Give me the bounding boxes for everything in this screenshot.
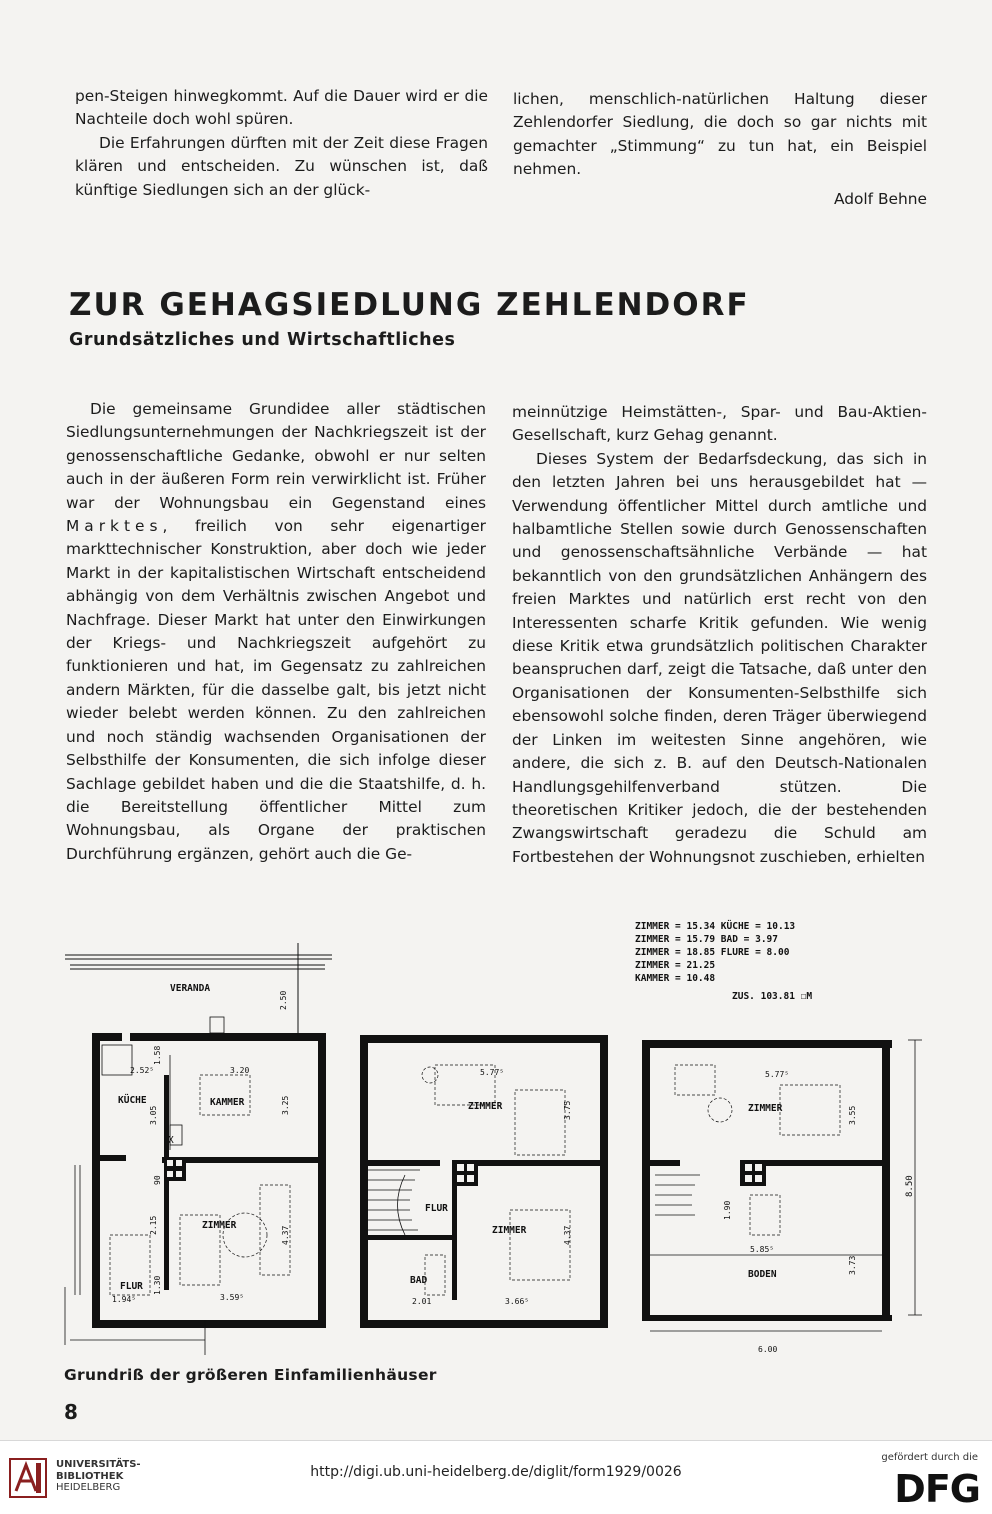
- dimension-label: 1.94⁵: [112, 1295, 137, 1304]
- room-label-flur: FLUR: [120, 1281, 143, 1292]
- furniture-outline: [110, 1075, 290, 1295]
- room-label-zimmer: ZIMMER: [202, 1220, 237, 1231]
- furniture-outline: [422, 1065, 570, 1295]
- dimension-label: 3.59⁵: [220, 1293, 245, 1302]
- emphasized-word: Marktes: [66, 517, 163, 536]
- dimension-label: 1.30: [153, 1275, 162, 1295]
- library-name-line: BIBLIOTHEK: [56, 1470, 124, 1482]
- dimension-label: 5.85⁵: [750, 1245, 775, 1254]
- figure-caption: Grundriß der größeren Einfamilienhäuser: [64, 1366, 437, 1384]
- dimension-label: 4.37: [281, 1225, 290, 1245]
- room-label-veranda: VERANDA: [170, 983, 211, 994]
- floor-plan-attic: [642, 1040, 922, 1354]
- author-signature: Adolf Behne: [833, 189, 927, 208]
- dimension-label: 2.15: [149, 1215, 158, 1235]
- stair-and-dimension-lines: [650, 1040, 922, 1331]
- library-name-line: UNIVERSITÄTS-: [56, 1459, 141, 1470]
- area-row: ZIMMER = 15.34 KÜCHE = 10.13: [635, 921, 796, 932]
- dimension-label: 8.50: [905, 1175, 915, 1197]
- room-label-zimmer-top: ZIMMER: [468, 1101, 503, 1112]
- article-paragraph: Dieses System der Bedarfsdeckung, das sich in den letzten Jahren bei uns herausgebildet hat — Verwendung öffentlicher Mittel durch amtliche und halbamtliche Stellen sowie durch Genossenschaften und genossenschaftsähnliche Verbände — hat bekanntlich von den grundsätzlichen Anhängern des freien Marktes und natürlich erst recht von den Interessenten scharfe Kritik gefunden. Wie wenig diese Kritik etwa grundsätzlich politischen Charakter beanspruchen darf, zeigt die Tatsache, daß unter den Organisationen der Konsumenten-Selbsthilfe sich ebensowohl solche finden, deren Träger überwiegend der Linken im weitesten Sinne angehören, wie andere, die sich z. B. auf den Deutsch-Nationalen Handlungsgehilfenverband stützen. Die theoretischen Kritiker jedoch, die der bestehenden Zwangswirtschaft geradezu die Schuld am Fortbestehen der Wohnungsnot zuschieben, erhielten: [512, 449, 927, 866]
- dfg-logo: DFG: [894, 1467, 980, 1511]
- area-row: ZIMMER = 18.85 FLURE = 8.00: [635, 947, 790, 958]
- article-right-column: [512, 401, 927, 869]
- prev-article-left-column: [75, 85, 488, 202]
- library-name-line: HEIDELBERG: [56, 1482, 121, 1493]
- dimension-label: 3.20: [230, 1066, 250, 1075]
- dimension-label: 5.77⁵: [765, 1070, 790, 1079]
- dimension-label: 3.66⁵: [505, 1297, 530, 1306]
- dimension-label: 1.90: [723, 1200, 732, 1220]
- article-paragraph: [66, 398, 486, 866]
- dimension-label: 2.01: [412, 1297, 432, 1306]
- text-run: , freilich von sehr eigenartiger markttechnischer Konstruktion, aber doch wie jeder Markt in der kapitalistischen Wirtschaft entscheidend abhängig von dem Verhältnis zwischen Angebot und Nachfrage. Dieser Markt hat unter den Einwirkungen der Kriegs- und Nachkriegszeit aufgehört zu funktionieren und hat, im Gegensatz zu zahlreichen andern Märkten, für die dasselbe galt, bis jetzt nicht wieder belebt werden können. Zu den zahlreichen und noch ständig wachsenden Organisationen der Selbsthilfe der Konsumenten, die sich infolge dieser Sachlage gebildet haben und die die Staatshilfe, d. h. die Bereitstellung öffentlicher Mittel zum Wohnungsbau, als Organe der praktischen Durchführung ergänzen, gehört auch die Ge-: [66, 517, 486, 863]
- dimension-label: 4.37: [563, 1225, 572, 1245]
- stair-lines: [368, 1170, 420, 1235]
- prev-paragraph: Die Erfahrungen dürften mit der Zeit diese Fragen klären und entscheiden. Zu wünschen ist, daß künftige Siedlungen sich an der glück-: [75, 133, 488, 199]
- floor-plans-figure: [60, 915, 940, 1355]
- room-labels: [410, 1101, 527, 1286]
- room-label-zimmer-bottom: ZIMMER: [492, 1225, 527, 1236]
- area-row: ZIMMER = 15.79 BAD = 3.97: [635, 934, 778, 945]
- article-paragraph: meinnützige Heimstätten-, Spar- und Bau-Aktien-Gesellschaft, kurz Gehag genannt.: [512, 403, 927, 445]
- article-title: ZUR GEHAGSIEDLUNG ZEHLENDORF: [69, 287, 750, 323]
- dimension-label: 3.25: [281, 1095, 290, 1115]
- dimension-label: 3.05: [149, 1105, 158, 1125]
- article-left-column: [66, 398, 486, 866]
- funding-note: gefördert durch die: [881, 1452, 978, 1463]
- dimension-label: 2.52⁵: [130, 1066, 155, 1075]
- dimension-label: 3.73: [848, 1255, 857, 1275]
- room-label-bad: BAD: [410, 1275, 428, 1286]
- area-row: ZIMMER = 21.25: [635, 960, 716, 971]
- dimension-label: 3.55: [848, 1105, 857, 1125]
- room-label-zimmer: ZIMMER: [748, 1103, 783, 1114]
- area-table: [635, 921, 812, 1002]
- floor-plan-upper: [360, 1035, 608, 1328]
- room-label-flur: FLUR: [425, 1203, 448, 1214]
- prev-paragraph: pen-Steigen hinwegkommt. Auf die Dauer wird er die Nachteile doch wohl spüren.: [75, 87, 488, 129]
- fixture-mark: X: [168, 1135, 174, 1146]
- area-total: ZUS. 103.81 ☐M: [732, 991, 813, 1002]
- area-row: KAMMER = 10.48: [635, 973, 716, 984]
- room-label-kueche: KÜCHE: [118, 1095, 147, 1106]
- dimension-label: 6.00: [758, 1345, 778, 1354]
- source-url-link[interactable]: http://digi.ub.uni-heidelberg.de/diglit/form1929/0026: [310, 1464, 682, 1480]
- dimension-label: 5.77⁵: [480, 1068, 505, 1077]
- prev-paragraph: lichen, menschlich-natürlichen Haltung dieser Zehlendorfer Siedlung, die doch so gar nichts mit gemachter „Stimmung“ zu tun hat, ein Beispiel nehmen.: [513, 90, 927, 179]
- prev-article-right-column: [513, 88, 927, 211]
- page-number: 8: [64, 1400, 78, 1424]
- article-subtitle: Grundsätzliches und Wirtschaftliches: [69, 330, 456, 350]
- room-label-kammer: KAMMER: [210, 1097, 245, 1108]
- text-run: Die gemeinsame Grundidee aller städtischen Siedlungsunternehmungen der Nachkriegszeit ist der genossenschaftliche Gedanke, obwohl er nur selten auch in der äußeren Form rein verwirklicht ist. Früher war der Wohnungsbau ein Gegenstand eines: [66, 400, 486, 512]
- dimension-label: 90: [153, 1175, 162, 1185]
- room-label-boden: BODEN: [748, 1269, 777, 1280]
- furniture-outline: [675, 1065, 840, 1235]
- walls: [360, 1035, 608, 1328]
- dimension-label: 1.58: [153, 1045, 162, 1065]
- digitization-footer: [0, 1440, 992, 1514]
- floor-plan-ground: [65, 943, 332, 1355]
- dimension-label: 3.75: [563, 1100, 572, 1120]
- dimension-label: 2.50: [279, 990, 288, 1010]
